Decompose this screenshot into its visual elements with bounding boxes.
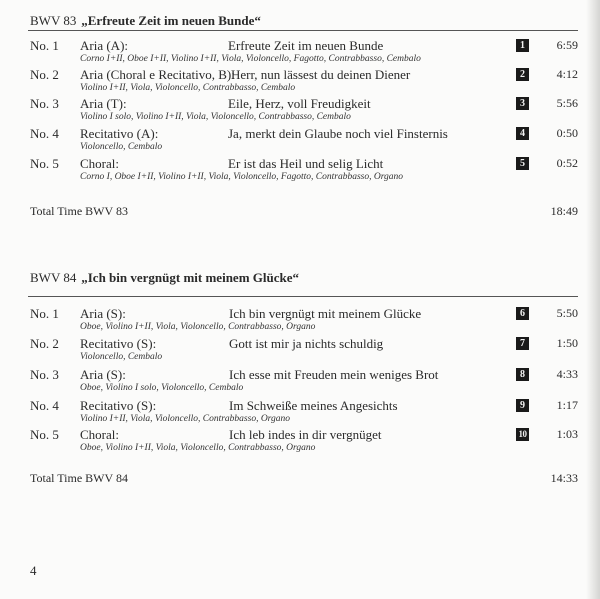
movement-instruments: Oboe, Violino I+II, Viola, Violoncello, Contrabbasso, Organo (80, 443, 316, 453)
track-number-badge: 10 (516, 428, 529, 441)
header-rule (28, 296, 578, 297)
movement-row (0, 398, 600, 426)
movement-text: Ja, merkt dein Glaube noch viel Finsternis (228, 126, 448, 141)
movement-instruments: Violino I+II, Viola, Violoncello, Contrabbasso, Cembalo (80, 83, 296, 93)
movement-text: Gott ist mir ja nichts schuldig (229, 336, 384, 351)
movement-instruments: Violoncello, Cembalo (80, 142, 163, 152)
total-time-row (0, 204, 600, 220)
movement-text: Erfreute Zeit im neuen Bunde (228, 38, 384, 53)
track-number-badge: 7 (516, 337, 529, 350)
movement-type: Aria (Choral e Recitativo, B): (80, 67, 235, 82)
movement-instruments: Corno I+II, Oboe I+II, Violino I+II, Viola, Violoncello, Fagotto, Contrabbasso, Cembalo (80, 54, 421, 64)
movement-number: No. 3 (30, 96, 59, 111)
movement-row (0, 38, 600, 66)
bwv-number: BWV 83 (30, 13, 77, 28)
movement-row (0, 367, 600, 395)
track-number-badge: 5 (516, 157, 529, 170)
movement-type: Aria (T): (80, 96, 127, 111)
track-number-badge: 6 (516, 307, 529, 320)
movement-type: Recitativo (S): (80, 336, 157, 351)
movement-duration: 5:56 (556, 96, 578, 110)
movement-number: No. 4 (30, 398, 59, 413)
movement-instruments: Corno I, Oboe I+II, Violino I+II, Viola, Violoncello, Fagotto, Contrabbasso, Organo (80, 172, 404, 182)
movement-number: No. 2 (30, 67, 59, 82)
track-number-badge: 9 (516, 399, 529, 412)
cantata-title: „Ich bin vergnügt mit meinem Glücke“ (81, 270, 299, 285)
section-header (30, 13, 261, 29)
movement-number: No. 5 (30, 156, 59, 171)
movement-row (0, 96, 600, 124)
movement-row (0, 156, 600, 184)
movement-duration: 6:59 (556, 38, 578, 52)
total-time-value: 18:49 (550, 204, 578, 218)
movement-row (0, 336, 600, 364)
movement-duration: 0:52 (556, 156, 578, 170)
track-number-badge: 2 (516, 68, 529, 81)
movement-number: No. 1 (30, 38, 59, 53)
movement-instruments: Violoncello, Cembalo (80, 352, 163, 362)
movement-row (0, 427, 600, 455)
movement-duration: 1:50 (556, 336, 578, 350)
movement-type: Aria (S): (80, 306, 126, 321)
movement-text: Ich leb indes in dir vergnüget (229, 427, 382, 442)
total-time-label: Total Time BWV 83 (30, 204, 128, 218)
total-time-row (0, 471, 600, 487)
movement-number: No. 4 (30, 126, 59, 141)
movement-instruments: Violino I solo, Violino I+II, Viola, Violoncello, Contrabbasso, Cembalo (80, 112, 351, 122)
movement-number: No. 1 (30, 306, 59, 321)
movement-type: Choral: (80, 156, 119, 171)
movement-duration: 1:03 (556, 427, 578, 441)
movement-text: Im Schweiße meines Angesichts (229, 398, 398, 413)
movement-type: Aria (S): (80, 367, 126, 382)
total-time-value: 14:33 (550, 471, 578, 485)
track-number-badge: 8 (516, 368, 529, 381)
movement-type: Recitativo (A): (80, 126, 159, 141)
bwv-number: BWV 84 (30, 270, 77, 285)
track-number-badge: 4 (516, 127, 529, 140)
movement-duration: 5:50 (556, 306, 578, 320)
movement-duration: 4:33 (556, 367, 578, 381)
cantata-title: „Erfreute Zeit im neuen Bunde“ (81, 13, 261, 28)
movement-type: Recitativo (S): (80, 398, 157, 413)
movement-type: Choral: (80, 427, 119, 442)
movement-number: No. 2 (30, 336, 59, 351)
movement-text: Eile, Herz, voll Freudigkeit (228, 96, 371, 111)
page-number: 4 (30, 563, 37, 578)
track-number-badge: 1 (516, 39, 529, 52)
movement-instruments: Oboe, Violino I+II, Viola, Violoncello, Contrabbasso, Organo (80, 322, 316, 332)
movement-duration: 1:17 (556, 398, 578, 412)
movement-type: Aria (A): (80, 38, 129, 53)
movement-duration: 0:50 (556, 126, 578, 140)
movement-text: Er ist das Heil und selig Licht (228, 156, 384, 171)
track-number-badge: 3 (516, 97, 529, 110)
movement-row (0, 306, 600, 334)
movement-row (0, 67, 600, 95)
movement-row (0, 126, 600, 154)
movement-text: Herr, nun lässest du deinen Diener (231, 67, 411, 82)
movement-instruments: Oboe, Violino I solo, Violoncello, Cembalo (80, 383, 244, 393)
total-time-label: Total Time BWV 84 (30, 471, 128, 485)
movement-instruments: Violino I+II, Viola, Violoncello, Contrabbasso, Organo (80, 414, 291, 424)
header-rule (28, 30, 578, 31)
section-header (30, 270, 299, 286)
movement-number: No. 3 (30, 367, 59, 382)
movement-text: Ich bin vergnügt mit meinem Glücke (229, 306, 422, 321)
movement-number: No. 5 (30, 427, 59, 442)
movement-duration: 4:12 (556, 67, 578, 81)
movement-text: Ich esse mit Freuden mein weniges Brot (229, 367, 439, 382)
